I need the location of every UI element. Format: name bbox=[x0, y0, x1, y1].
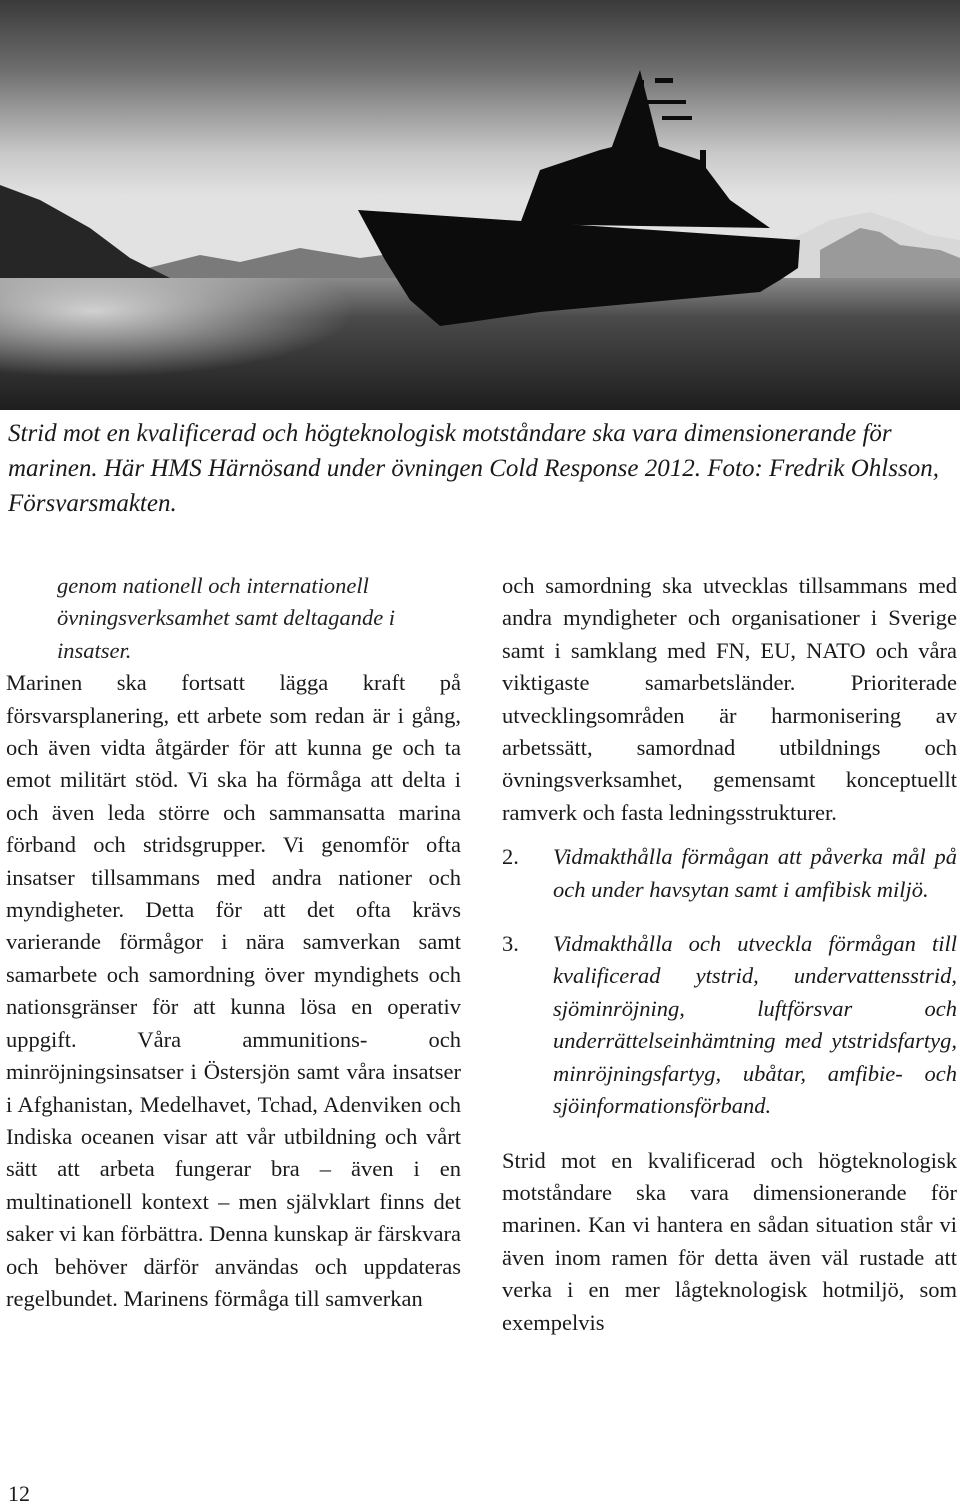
quote-continuation: genom nationell och internationell övningsverksamhet samt deltagande i insatser. bbox=[57, 573, 396, 663]
list-number: 3. bbox=[502, 931, 519, 957]
list-item bbox=[502, 841, 957, 906]
list-item-text: Vidmakthålla förmågan att påverka mål på och under havsytan samt i amfibisk miljö. bbox=[553, 844, 957, 902]
right-column bbox=[502, 570, 957, 1339]
list-item-text: Vidmakthålla och utveckla förmågan till kvalificerad ytstrid, undervattensstrid, sjöminröjning, luftförsvar och underrättelseinhämtning med ytstridsfartyg, minröjningsfartyg, ubåtar, amfibie- och sjöinformationsförband. bbox=[553, 931, 957, 1119]
left-column bbox=[6, 570, 461, 1315]
numbered-list bbox=[502, 841, 957, 1122]
photo-caption: Strid mot en kvalificerad och högteknologisk motståndare ska vara dimensionerande för marinen. Här HMS Härnösand under övningen Cold Response 2012. Foto: Fredrik Ohlsson, Försvarsmakten. bbox=[8, 420, 939, 517]
list-number: 2. bbox=[502, 844, 519, 870]
ship-photo bbox=[0, 0, 960, 410]
list-item bbox=[502, 928, 957, 1122]
body-paragraph: och samordning ska utvecklas tillsammans med andra myndigheter och organisationer i Sverige samt i samklang med FN, EU, NATO och våra viktigaste samarbetsländer. Prioriterade utvecklingsområden är harmonisering av arbetssätt, samordnad utbildnings och övningsverksamhet, gemensamt konceptuellt ramverk och fasta ledningsstrukturer. bbox=[502, 573, 957, 825]
page-number: 12 bbox=[8, 1481, 30, 1506]
body-paragraph: Strid mot en kvalificerad och högteknologisk motståndare ska vara dimensionerande för marinen. Kan vi hantera en sådan situation står vi även inom ramen för detta även väl rustade att verka i en mer lågteknologisk hotmiljö, som exempelvis bbox=[502, 1147, 957, 1335]
body-paragraph: Marinen ska fortsatt lägga kraft på försvarsplanering, ett arbete som redan är i gång, och även vidta åtgärder för att kunna ge och ta emot militärt stöd. Vi ska ha förmåga att delta i och även leda större och sammansatta marina förband och stridsgrupper. Vi genomför ofta insatser tillsammans med andra nationer och myndigheter. Detta för att det ofta krävs varierande förmågor i nära samverkan samt samarbete och samordning över myndighets och nationsgränser för att kunna lösa en operativ uppgift. Våra ammunitions- och minröjningsinsatser i Östersjön samt våra insatser i Afghanistan, Medelhavet, Tchad, Adenviken och Indiska oceanen visar att vår utbildning och vårt sätt att arbeta fungerar bra – även i en multinationell kontext – men självklart finns det saker vi kan förbättra. Denna kunskap är färskvara och behöver därför användas och uppdateras regelbundet. Marinens förmåga till samverkan bbox=[6, 670, 461, 1311]
